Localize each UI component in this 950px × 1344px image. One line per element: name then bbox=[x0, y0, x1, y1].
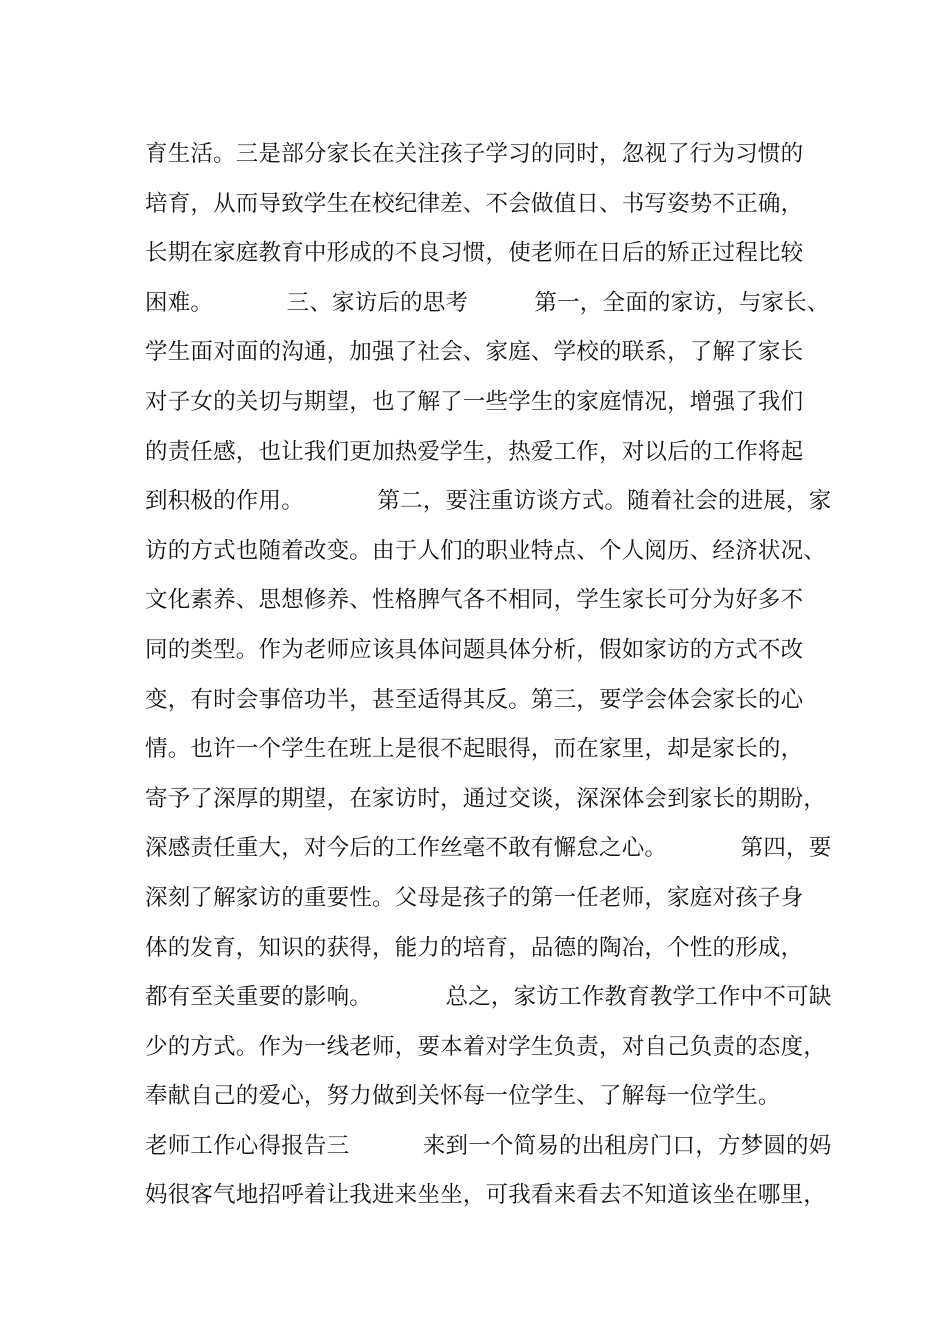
text-line: 培育，从而导致学生在校纪律差、不会做值日、书写姿势不正确， bbox=[145, 190, 804, 217]
text-line: 访的方式也随着改变。由于人们的职业特点、个人阅历、经济状况、 bbox=[145, 537, 827, 564]
text-line: 长期在家庭教育中形成的不良习惯，使老师在日后的矫正过程比较 bbox=[145, 240, 804, 267]
text-line: 深刻了解家访的重要性。父母是孩子的第一任老师，家庭对孩子身 bbox=[145, 884, 804, 911]
body-text bbox=[145, 130, 845, 1221]
text-line: 学生面对面的沟通，加强了社会、家庭、学校的联系，了解了家长 bbox=[145, 339, 804, 366]
text-line: 育生活。三是部分家长在关注孩子学习的同时，忽视了行为习惯的 bbox=[145, 141, 804, 167]
text-line: 体的发育，知识的获得，能力的培育，品德的陶冶，个性的形成， bbox=[145, 934, 804, 961]
text-line: 文化素养、思想修养、性格脾气各不相同，学生家长可分为好多不 bbox=[145, 587, 804, 614]
text-line: 同的类型。作为老师应该具体问题具体分析，假如家访的方式不改 bbox=[145, 636, 804, 663]
text-line: 的责任感，也让我们更加热爱学生，热爱工作，对以后的工作将起 bbox=[145, 438, 804, 465]
text-line: 困难。 三、家访后的思考 第一，全面的家访，与家长、 bbox=[145, 289, 830, 316]
text-line: 对子女的关切与期望，也了解了一些学生的家庭情况，增强了我们 bbox=[145, 388, 804, 415]
text-line: 少的方式。作为一线老师，要本着对学生负责，对自己负责的态度， bbox=[145, 1033, 827, 1060]
text-line: 奉献自己的爱心，努力做到关怀每一位学生、了解每一位学生。 bbox=[145, 1083, 781, 1110]
text-line: 到积极的作用。 第二，要注重访谈方式。随着社会的进展，家 bbox=[145, 488, 832, 515]
text-line: 都有至关重要的影响。 总之，家访工作教育教学工作中不可缺 bbox=[145, 984, 832, 1011]
text-line: 变，有时会事倍功半，甚至适得其反。第三，要学会体会家长的心 bbox=[145, 686, 804, 713]
text-line: 寄予了深厚的期望，在家访时，通过交谈，深深体会到家长的期盼， bbox=[145, 785, 827, 812]
text-line: 妈很客气地招呼着让我进来坐坐，可我看来看去不知道该坐在哪里， bbox=[145, 1182, 827, 1209]
text-line: 老师工作心得报告三 来到一个简易的出租房门口，方梦圆的妈 bbox=[145, 1132, 832, 1159]
text-line: 深感责任重大，对今后的工作丝毫不敢有懈怠之心。 第四，要 bbox=[145, 835, 832, 862]
text-line: 情。也许一个学生在班上是很不起眼得，而在家里，却是家长的， bbox=[145, 736, 804, 763]
